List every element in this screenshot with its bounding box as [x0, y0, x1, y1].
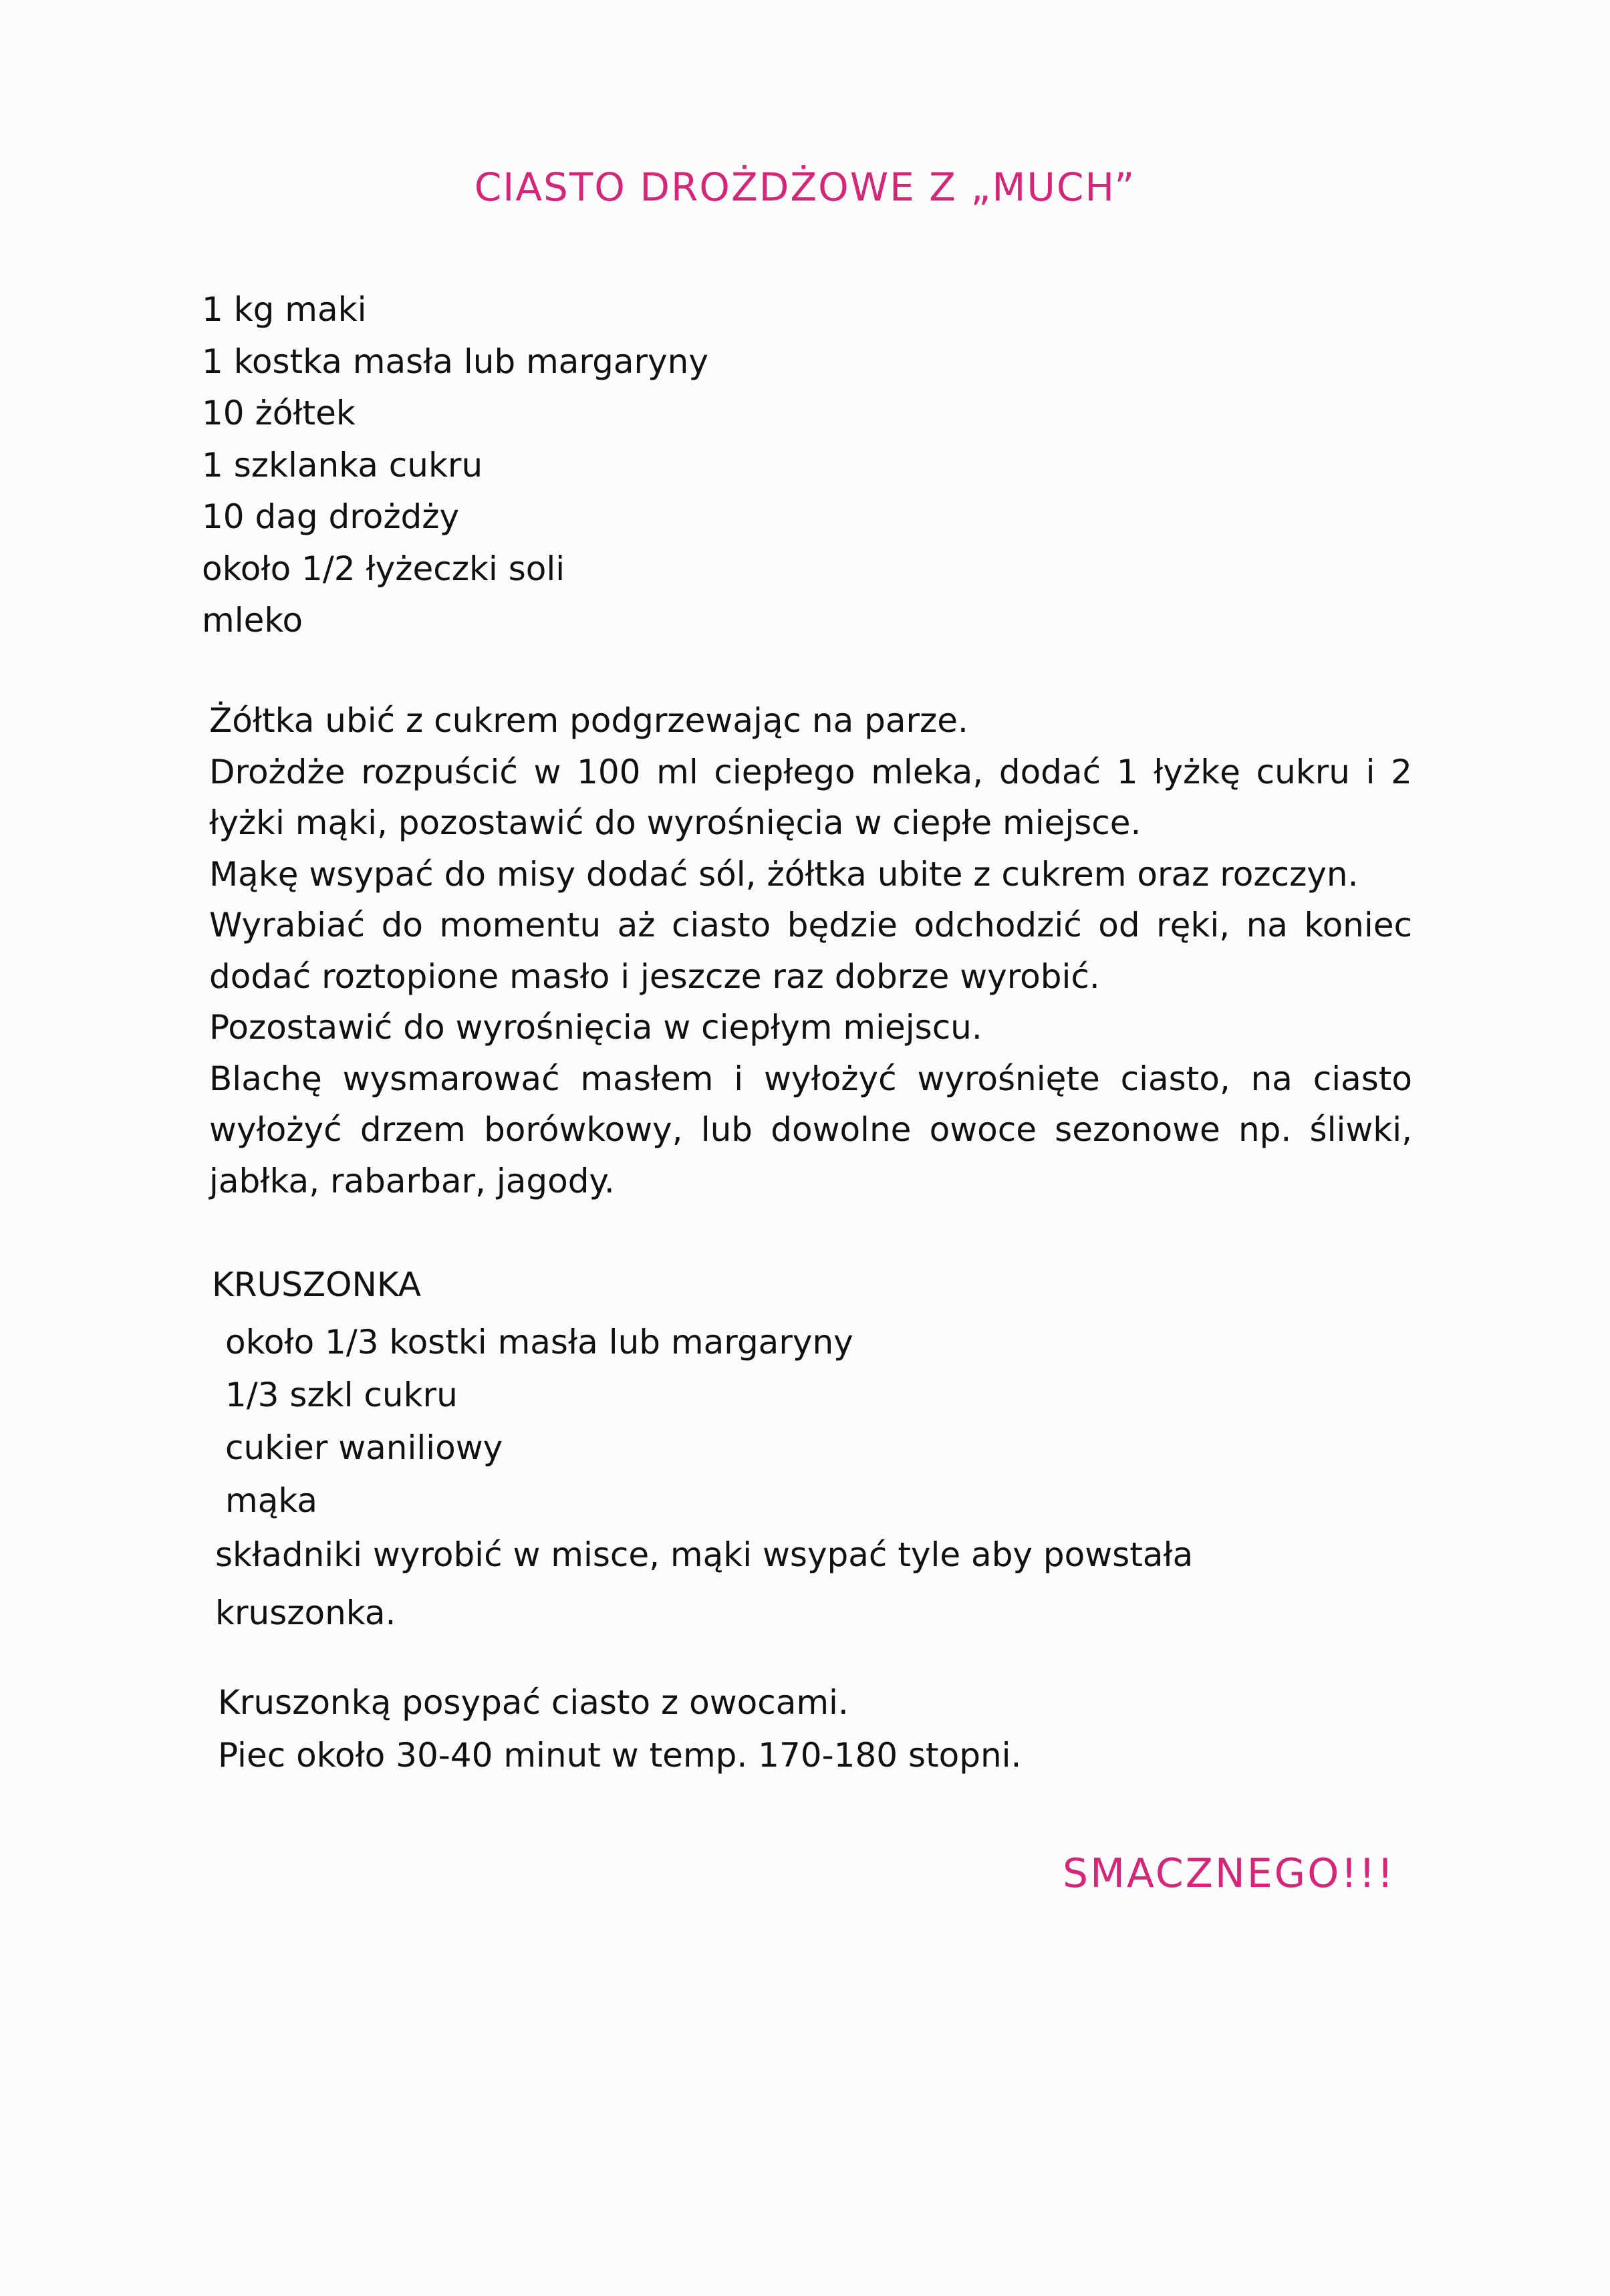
ingredient-item: około 1/2 łyżeczki soli — [202, 549, 565, 588]
kruszonka-note: składniki wyrobić w misce, mąki wsypać tyle aby powstała kruszonka. — [215, 1535, 1194, 1632]
ingredient-item: 10 dag drożdży — [202, 497, 460, 536]
final-step: Kruszonką posypać ciasto z owocami. — [218, 1683, 849, 1722]
kruszonka-ingredient: 1/3 szkl cukru — [225, 1376, 458, 1414]
kruszonka-ingredient: cukier waniliowy — [225, 1428, 503, 1467]
ingredients-list — [202, 284, 708, 647]
instructions-section — [209, 695, 1412, 1206]
ingredient-item: 10 żółtek — [202, 394, 356, 432]
kruszonka-ingredients-list — [225, 1316, 853, 1527]
instruction-step: Żółtka ubić z cukrem podgrzewając na parze. — [209, 701, 968, 740]
instruction-step: Mąkę wsypać do misy dodać sól, żółtka ubite z cukrem oraz rozczyn. — [209, 854, 1359, 894]
kruszonka-ingredient: mąka — [225, 1481, 318, 1520]
instruction-step: Drożdże rozpuścić w 100 ml ciepłego mleka, dodać 1 łyżkę cukru i 2 łyżki mąki, pozostawić do wyrośnięcia w ciepłe miejsce. — [209, 752, 1412, 842]
ingredient-item: 1 szklanka cukru — [202, 445, 483, 485]
recipe-title: CIASTO DROŻDŻOWE Z „MUCH” — [474, 164, 1136, 210]
ingredient-item: 1 kostka masła lub margaryny — [202, 342, 708, 381]
instruction-step: Pozostawić do wyrośnięcia w ciepłym miejscu. — [209, 1008, 982, 1047]
ingredient-item: 1 kg maki — [202, 290, 367, 329]
instruction-step: Wyrabiać do momentu aż ciasto będzie odchodzić od ręki, na koniec dodać roztopione masło i jeszcze raz dobrze wyrobić. — [209, 906, 1412, 996]
ingredient-item: mleko — [202, 601, 303, 640]
kruszonka-ingredient: około 1/3 kostki masła lub margaryny — [225, 1323, 853, 1362]
instruction-step: Blachę wysmarować masłem i wyłożyć wyrośnięte ciasto, na ciasto wyłożyć drzem borówkowy, lub dowolne owoce sezonowe np. śliwki, jabłka, rabarbar, jagody. — [209, 1059, 1412, 1200]
final-steps — [218, 1676, 1021, 1782]
final-step: Piec około 30-40 minut w temp. 170-180 stopni. — [218, 1736, 1022, 1775]
closing-greeting: SMACZNEGO!!! — [1063, 1850, 1395, 1897]
kruszonka-heading: KRUSZONKA — [212, 1265, 421, 1304]
